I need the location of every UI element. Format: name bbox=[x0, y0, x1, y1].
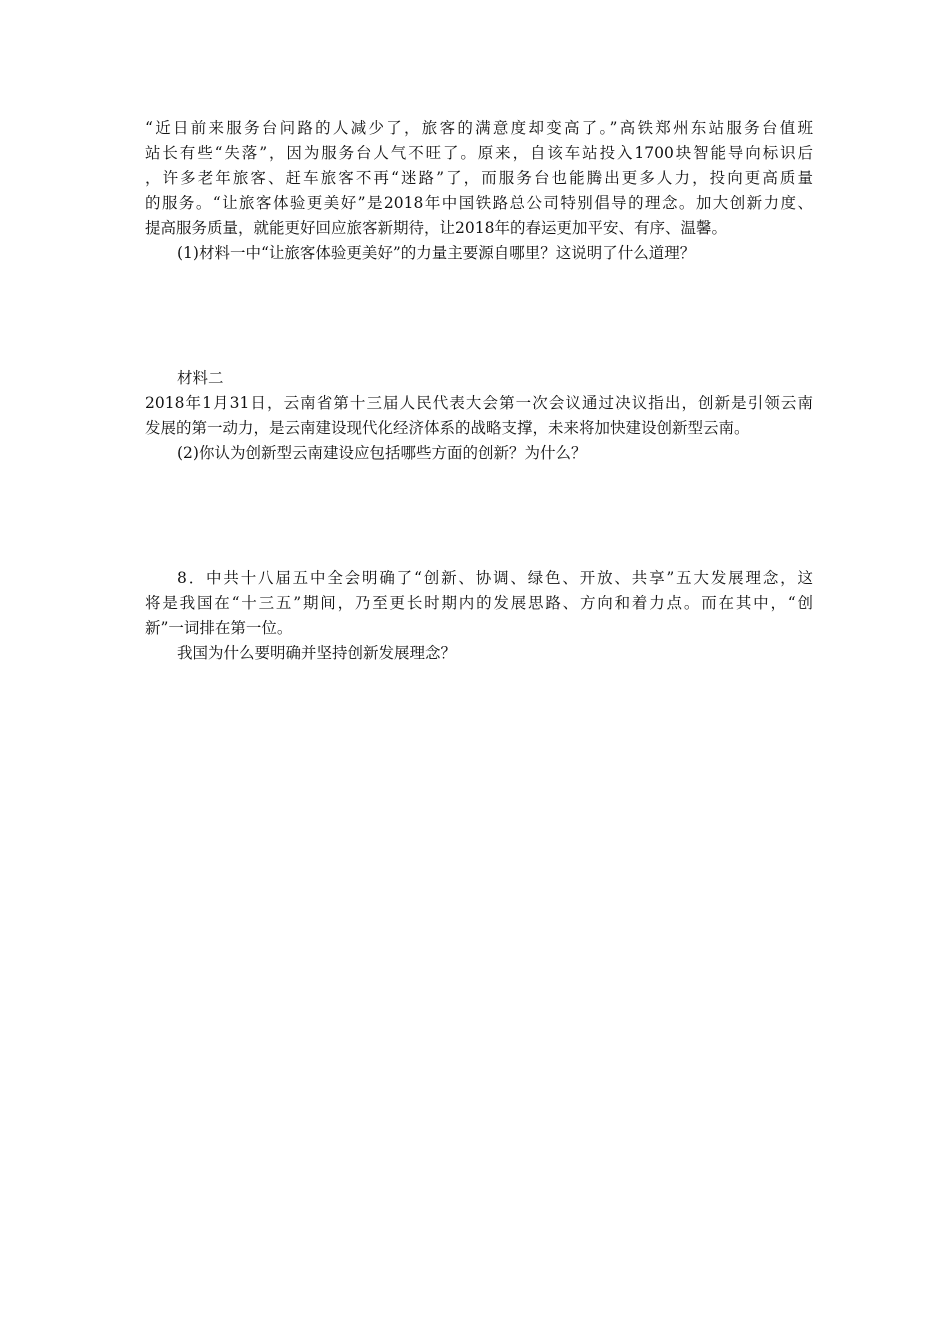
question-eight-line: 8．中共十八届五中全会明确了“创新、协调、绿色、开放、共享”五大发展理念，这 bbox=[177, 569, 813, 587]
material-two-line: 2018年1月31日，云南省第十三届人民代表大会第一次会议通过决议指出，创新是引领云南 bbox=[145, 394, 813, 412]
question-two: (2)你认为创新型云南建设应包括哪些方面的创新？为什么？ bbox=[177, 444, 587, 462]
question-eight-line: 将是我国在“十三五”期间，乃至更长时期内的发展思路、方向和着力点。而在其中，“创 bbox=[145, 594, 813, 612]
question-eight-paragraph bbox=[145, 566, 813, 641]
material-one-paragraph bbox=[145, 116, 813, 241]
material-one-line: 的服务。“让旅客体验更美好”是2018年中国铁路总公司特别倡导的理念。加大创新力度、 bbox=[145, 194, 813, 212]
question-eight-prompt: 我国为什么要明确并坚持创新发展理念？ bbox=[177, 644, 457, 662]
material-two-line: 发展的第一动力，是云南建设现代化经济体系的战略支撑，未来将加快建设创新型云南。 bbox=[145, 419, 750, 437]
material-one-line: “近日前来服务台问路的人减少了，旅客的满意度却变高了。”高铁郑州东站服务台值班 bbox=[145, 119, 813, 137]
material-one-line: 提高服务质量，就能更好回应旅客新期待，让2018年的春运更加平安、有序、温馨。 bbox=[145, 219, 727, 237]
question-one: (1)材料一中“让旅客体验更美好”的力量主要源自哪里？这说明了什么道理？ bbox=[177, 244, 696, 262]
material-two-heading: 材料二 bbox=[177, 369, 224, 387]
material-one-line: ，许多老年旅客、赶车旅客不再“迷路”了，而服务台也能腾出更多人力，投向更高质量 bbox=[145, 169, 813, 187]
question-eight-line: 新”一词排在第一位。 bbox=[145, 619, 293, 637]
material-one-line: 站长有些“失落”，因为服务台人气不旺了。原来，自该车站投入1700块智能导向标识后 bbox=[145, 144, 813, 162]
material-two-paragraph bbox=[145, 391, 813, 441]
